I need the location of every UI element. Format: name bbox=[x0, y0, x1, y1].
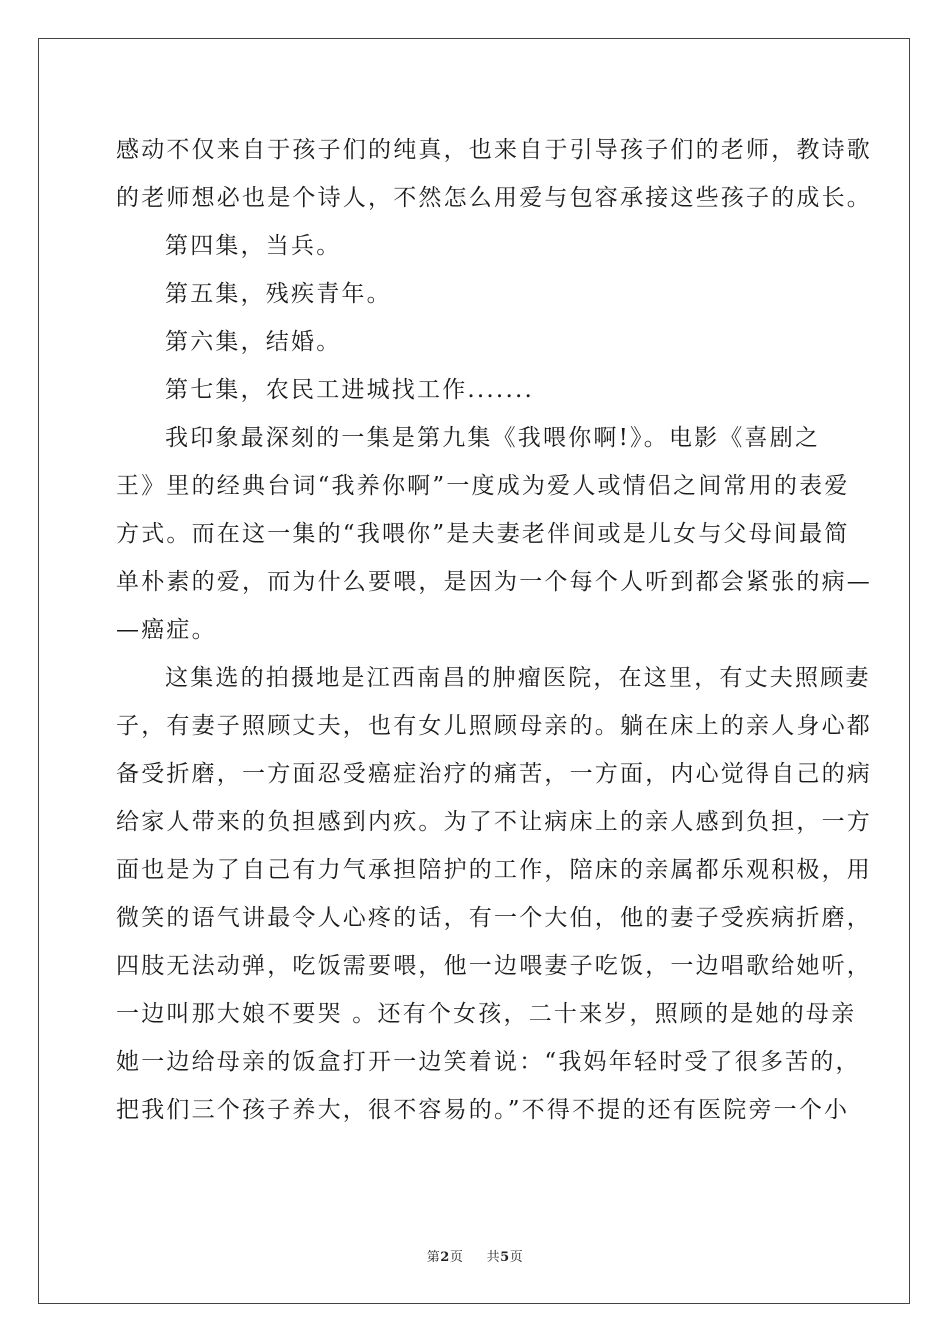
page-number: 第2页 bbox=[426, 1250, 464, 1265]
document-body bbox=[116, 126, 872, 1134]
text-line: 第四集，当兵。 bbox=[165, 233, 342, 259]
text-line: 面也是为了自己有力气承担陪护的工作，陪床的亲属都乐观积极，用 bbox=[116, 857, 872, 883]
text-line: 第六集，结婚。 bbox=[165, 329, 342, 355]
text-line: 备受折磨，一方面忍受癌症治疗的痛苦，一方面，内心觉得自己的病 bbox=[116, 761, 872, 787]
text-line: 方式。而在这一集的“我喂你”是夫妻老伴间或是儿女与父母间最简 bbox=[116, 521, 850, 547]
text-line: 感动不仅来自于孩子们的纯真，也来自于引导孩子们的老师，教诗歌 bbox=[116, 137, 872, 163]
text-line: 第七集，农民工进城找工作....... bbox=[165, 377, 534, 403]
text-line: 她一边给母亲的饭盒打开一边笑着说：“我妈年轻时受了很多苦的， bbox=[116, 1049, 861, 1075]
text-line: 王》里的经典台词“我养你啊”一度成为爱人或情侣之间常用的表爱 bbox=[116, 473, 850, 499]
page-total: 共5页 bbox=[486, 1250, 524, 1265]
text-line: 第五集，残疾青年。 bbox=[165, 281, 392, 307]
text-line: 的老师想必也是个诗人，不然怎么用爱与包容承接这些孩子的成长。 bbox=[116, 185, 872, 211]
text-line: 这集选的拍摄地是江西南昌的肿瘤医院，在这里，有丈夫照顾妻 bbox=[165, 665, 871, 691]
text-line: 给家人带来的负担感到内疚。为了不让病床上的亲人感到负担，一方 bbox=[116, 809, 872, 835]
text-line: 把我们三个孩子养大，很不容易的。”不得不提的还有医院旁一个小 bbox=[116, 1097, 850, 1123]
text-line: 一边叫那大娘不要哭 。还有个女孩，二十来岁，照顾的是她的母亲 bbox=[116, 1001, 857, 1027]
text-line: 微笑的语气讲最令人心疼的话，有一个大伯，他的妻子受疾病折磨， bbox=[116, 905, 872, 931]
text-line: 单朴素的爱，而为什么要喂，是因为一个每个人听到都会紧张的病— bbox=[116, 569, 872, 595]
text-line: 四肢无法动弹，吃饭需要喂，他一边喂妻子吃饭，一边唱歌给她听， bbox=[116, 953, 872, 979]
text-line: 子，有妻子照顾丈夫，也有女儿照顾母亲的。躺在床上的亲人身心都 bbox=[116, 713, 872, 739]
page-footer bbox=[0, 1246, 950, 1265]
text-line: —癌症。 bbox=[116, 617, 217, 643]
text-line: 我印象最深刻的一集是第九集《我喂你啊!》。电影《喜剧之 bbox=[165, 425, 821, 451]
